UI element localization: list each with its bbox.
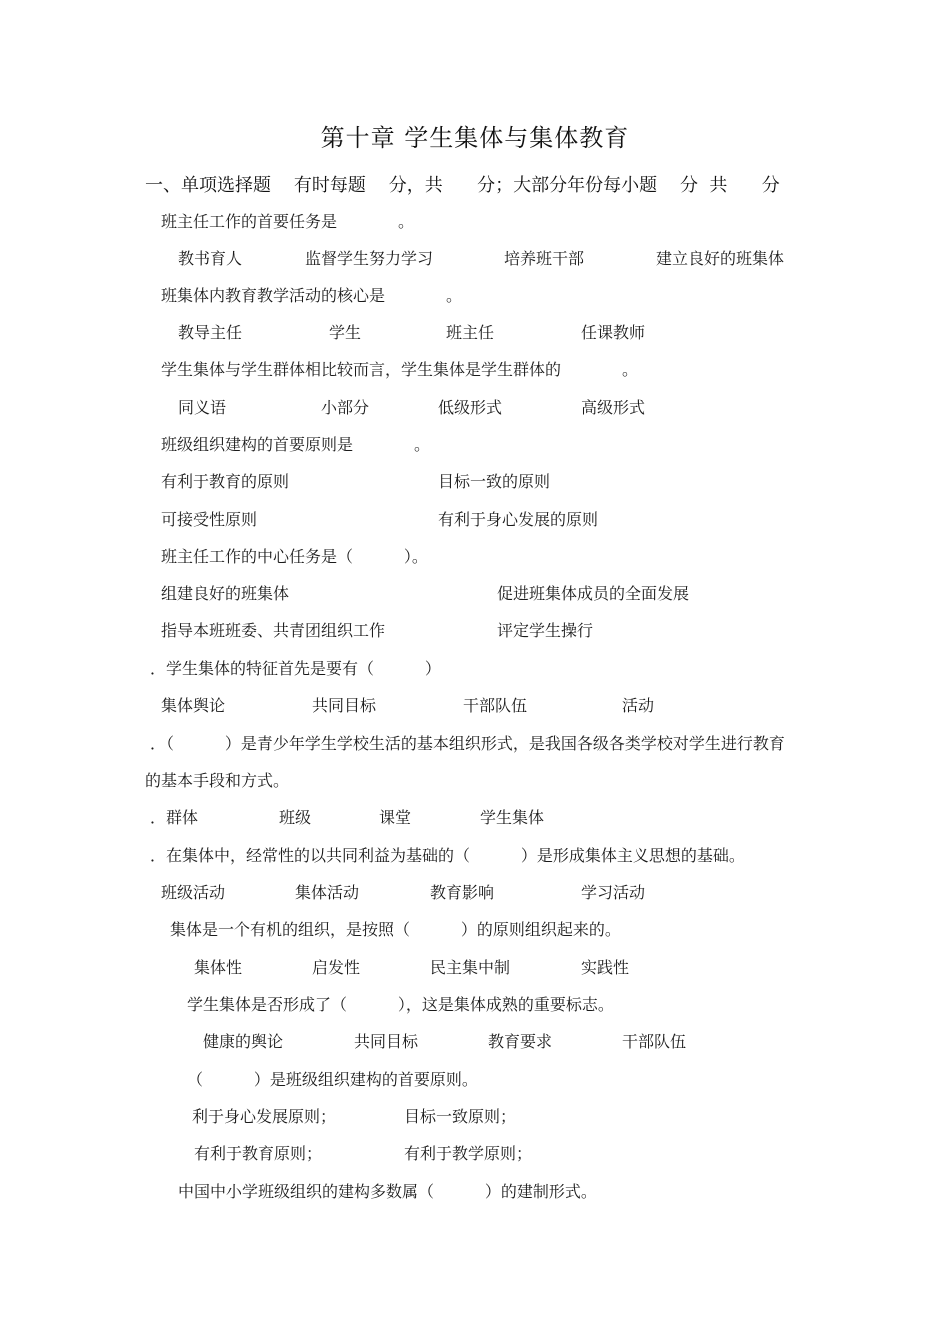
answer-option: 启发性 xyxy=(312,958,361,977)
answer-option: 有利于教育原则； xyxy=(194,1144,323,1163)
answer-option: 任课教师 xyxy=(581,323,646,342)
question-stem: ．在集体中，经常性的以共同利益为基础的（ ）是形成集体主义思想的基础。 xyxy=(150,846,745,865)
answer-option: 活动 xyxy=(622,696,655,715)
answer-option: 干部队伍 xyxy=(463,696,528,715)
answer-option: 培养班干部 xyxy=(504,249,585,268)
answer-option: 学习活动 xyxy=(581,883,646,902)
answer-option: 班主任 xyxy=(446,323,495,342)
question-stem-continued: 的基本手段和方式。 xyxy=(145,771,290,790)
answer-option: 建立良好的班集体 xyxy=(656,249,785,268)
question-stem: 班集体内教育教学活动的核心是 。 xyxy=(161,286,463,305)
answer-option: 健康的舆论 xyxy=(203,1032,284,1051)
answer-option: 有利于身心发展的原则 xyxy=(438,510,599,529)
answer-option: 高级形式 xyxy=(581,398,646,417)
answer-option: 促进班集体成员的全面发展 xyxy=(497,584,690,603)
question-stem: 学生集体与学生群体相比较而言，学生集体是学生群体的 。 xyxy=(161,360,639,379)
answer-option: 教育要求 xyxy=(488,1032,553,1051)
answer-option: 组建良好的班集体 xyxy=(161,584,290,603)
answer-option: 监督学生努力学习 xyxy=(305,249,434,268)
answer-option: 同义语 xyxy=(178,398,227,417)
question-stem: 学生集体是否形成了（ ），这是集体成熟的重要标志。 xyxy=(187,995,614,1014)
question-stem: 班主任工作的中心任务是（ ）。 xyxy=(161,547,428,566)
answer-option: 有利于教育的原则 xyxy=(161,472,290,491)
question-stem: 班主任工作的首要任务是 。 xyxy=(161,212,415,231)
answer-option: 可接受性原则 xyxy=(161,510,258,529)
answer-option: 民主集中制 xyxy=(430,958,511,977)
answer-option: ．群体 xyxy=(150,808,199,827)
answer-option: 共同目标 xyxy=(354,1032,419,1051)
answer-option: 干部队伍 xyxy=(622,1032,687,1051)
answer-option: 指导本班班委、共青团组织工作 xyxy=(161,621,386,640)
answer-option: 目标一致的原则 xyxy=(438,472,551,491)
answer-option: 实践性 xyxy=(581,958,630,977)
question-stem: 中国中小学班级组织的建构多数属（ ）的建制形式。 xyxy=(178,1182,597,1201)
answer-option: 集体活动 xyxy=(295,883,360,902)
section-heading: 一、单项选择题 有时每题 分，共 分；大部分年份每小题 分 共 分 xyxy=(145,175,780,196)
answer-option: 班级活动 xyxy=(161,883,226,902)
answer-option: 教书育人 xyxy=(178,249,243,268)
answer-option: 集体性 xyxy=(194,958,243,977)
answer-option: 集体舆论 xyxy=(161,696,226,715)
question-stem: ．学生集体的特征首先是要有（ ） xyxy=(150,659,441,678)
answer-option: 学生 xyxy=(329,323,362,342)
question-stem: （ ）是班级组织建构的首要原则。 xyxy=(187,1070,478,1089)
question-stem: ．（ ）是青少年学生学校生活的基本组织形式，是我国各级各类学校对学生进行教育 xyxy=(150,734,785,753)
answer-option: 评定学生操行 xyxy=(497,621,594,640)
answer-option: 教导主任 xyxy=(178,323,243,342)
question-stem: 班级组织建构的首要原则是 。 xyxy=(161,435,431,454)
answer-option: 共同目标 xyxy=(312,696,377,715)
answer-option: 小部分 xyxy=(321,398,370,417)
answer-option: 利于身心发展原则； xyxy=(192,1107,337,1126)
answer-option: 学生集体 xyxy=(480,808,545,827)
answer-option: 课堂 xyxy=(379,808,412,827)
answer-option: 教育影响 xyxy=(430,883,495,902)
answer-option: 班级 xyxy=(279,808,312,827)
answer-option: 有利于教学原则； xyxy=(404,1144,533,1163)
answer-option: 目标一致原则； xyxy=(404,1107,517,1126)
chapter-title: 第十章 学生集体与集体教育 xyxy=(320,124,630,152)
question-stem: 集体是一个有机的组织，是按照（ ）的原则组织起来的。 xyxy=(170,920,621,939)
answer-option: 低级形式 xyxy=(438,398,503,417)
